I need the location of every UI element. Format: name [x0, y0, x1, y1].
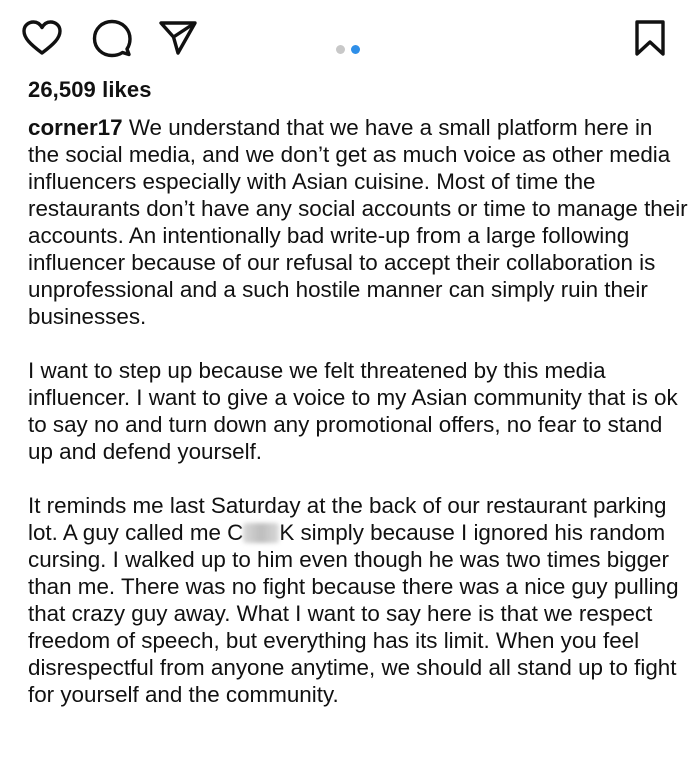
save-button[interactable]	[626, 14, 674, 62]
caption-paragraph	[28, 114, 688, 330]
bookmark-icon	[634, 19, 666, 57]
caption-text: It reminds me last Saturday at the back of our restaurant parking lot. A guy called me C	[28, 493, 667, 545]
like-button[interactable]	[18, 14, 66, 62]
caption-paragraph	[28, 492, 688, 708]
paper-plane-icon	[158, 19, 198, 57]
carousel-dot-active	[351, 45, 360, 54]
post-username[interactable]: corner17	[28, 115, 123, 140]
carousel-dot	[336, 45, 345, 54]
comment-icon	[92, 18, 132, 58]
heart-icon	[22, 20, 62, 56]
carousel-indicator	[336, 45, 360, 55]
caption-paragraph: I want to step up because we felt threatened by this media influencer. I want to give a voice to my Asian community that is ok to say no and turn down any promotional offers, no fear to stand up and defend yourself.	[28, 358, 678, 464]
caption-text: K simply because I ignored his random cursing. I walked up to him even though he was two times bigger than me. There was no fight because there was a nice guy pulling that crazy guy away. What I want to say here is that we respect freedom of speech, but everything has its limit. When you feel disrespectful from anyone anytime, we should all stand up to fight for yourself and the community.	[28, 520, 679, 707]
blurred-word	[243, 523, 279, 543]
post-caption	[28, 114, 688, 735]
comment-button[interactable]	[88, 14, 136, 62]
caption-text: We understand that we have a small platform here in the social media, and we don’t get as much voice as other media influencers especially with Asian cuisine. Most of time the restaurants don’t have any social accounts or time to manage their accounts. An intentionally bad write-up from a large following influencer because of our refusal to accept their collaboration is unprofessional and a such hostile manner can simply ruin their businesses.	[28, 115, 688, 329]
post-action-bar	[0, 14, 700, 62]
likes-count[interactable]: 26,509 likes	[28, 77, 152, 102]
share-button[interactable]	[154, 14, 202, 62]
